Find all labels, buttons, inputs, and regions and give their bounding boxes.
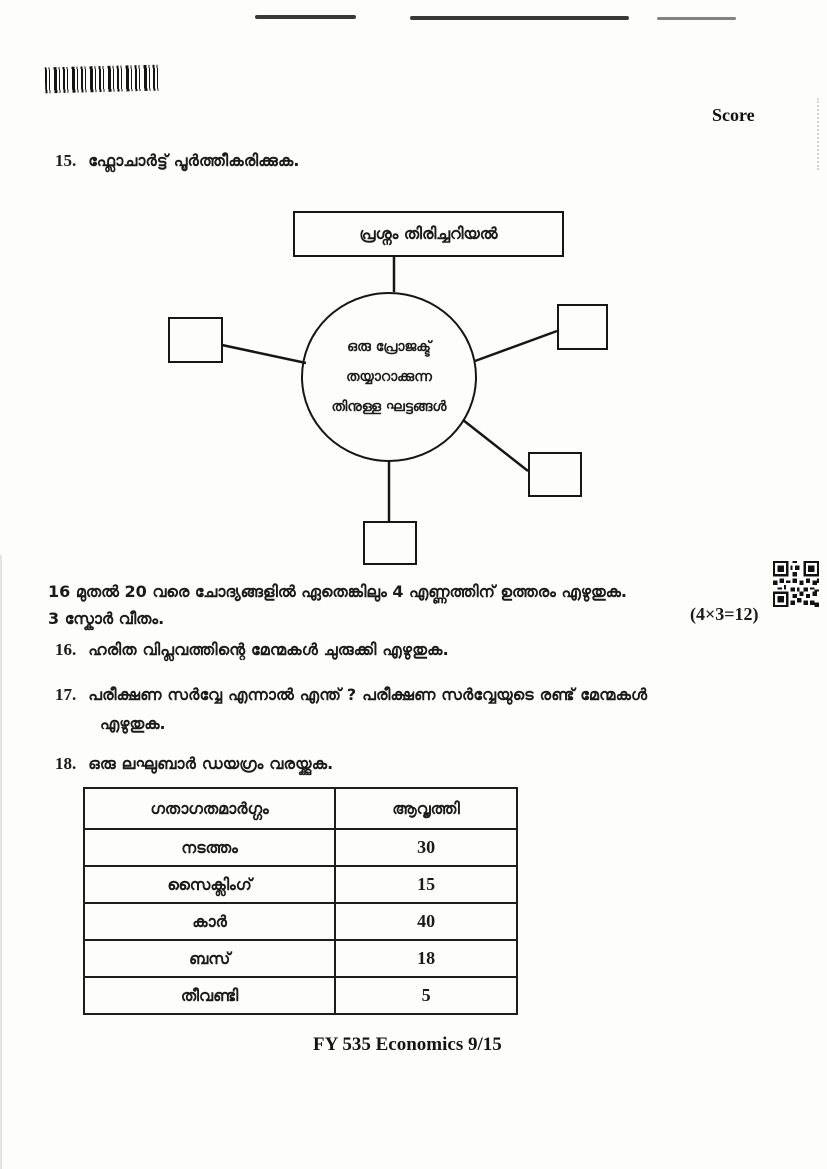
flowchart-title-box: പ്രശ്നം തിരിച്ചറിയൽ [293, 211, 564, 257]
question-16-number: 16. [55, 640, 77, 659]
barcode-image [45, 65, 162, 94]
table-row [84, 829, 517, 866]
table-row [84, 866, 517, 903]
table-cell-category: കാർ [84, 903, 335, 940]
section-instruction-line2: 3 സ്കോർ വീതം. [48, 609, 165, 628]
flowchart-center-line3: തിനുള്ള ഘട്ടങ്ങൾ [331, 399, 447, 415]
scan-artifact-line [255, 15, 356, 19]
flowchart-empty-box-right [557, 304, 608, 350]
question-16 [55, 640, 449, 660]
table-cell-value: 40 [335, 903, 517, 940]
flowchart-center-circle [301, 292, 477, 462]
scan-artifact-line [410, 16, 629, 20]
flowchart-center-line2: തയ്യാറാക്കുന്ന [346, 369, 432, 385]
question-15 [55, 151, 300, 171]
question-18 [55, 754, 333, 774]
table-cell-value: 30 [335, 829, 517, 866]
table-row [84, 977, 517, 1014]
question-18-number: 18. [55, 754, 77, 773]
qr-code-image [770, 561, 822, 607]
table-cell-category: നടത്തം [84, 829, 335, 866]
table-cell-category: സൈക്ലിംഗ് [84, 866, 335, 903]
flowchart-empty-box-bottom-right [528, 452, 582, 497]
marks-scheme: (4×3=12) [690, 604, 759, 624]
flowchart-center-line1: ഒരു പ്രോജക്ട് [347, 339, 431, 355]
table-header-frequency: ആവൃത്തി [335, 788, 517, 829]
table-cell-value: 18 [335, 940, 517, 977]
scan-artifact-line [657, 17, 736, 20]
question-17-text-line1: പരീക്ഷണ സർവ്വേ എന്നാൽ എന്ത് ? പരീക്ഷണ സർവ്വേയുടെ രണ്ട് മേന്മകൾ [88, 685, 648, 704]
flowchart-empty-box-left [168, 317, 223, 363]
section-instruction-line1: 16 മുതൽ 20 വരെ ചോദ്യങ്ങളിൽ ഏതെങ്കിലും 4 എണ്ണത്തിന് ഉത്തരം എഴുതുക. [48, 582, 628, 601]
question-17-text-line2: എഴുതുക. [100, 714, 166, 733]
scan-edge-artifact [817, 98, 819, 170]
table-cell-category: ബസ് [84, 940, 335, 977]
table-header-transport-mode: ഗതാഗതമാർഗ്ഗം [84, 788, 335, 829]
page-footer: FY 535 Economics 9/15 [313, 1034, 502, 1055]
question-15-text: ഫ്ലോചാർട്ട് പൂർത്തീകരിക്കുക. [88, 151, 300, 170]
scan-edge-artifact [0, 555, 2, 1169]
question-16-text: ഹരിത വിപ്ലവത്തിന്റെ മേന്മകൾ ചുരുക്കി എഴുതുക. [88, 640, 449, 659]
question-15-number: 15. [55, 151, 77, 170]
question-18-text: ഒരു ലഘുബാർ ഡയഗ്രം വരയ്ക്കുക. [88, 754, 334, 773]
question-17-number: 17. [55, 685, 77, 704]
table-cell-value: 5 [335, 977, 517, 1014]
table-cell-value: 15 [335, 866, 517, 903]
table-cell-category: തീവണ്ടി [84, 977, 335, 1014]
frequency-table [83, 787, 518, 1015]
flowchart-empty-box-bottom [363, 521, 417, 565]
table-row [84, 940, 517, 977]
table-header-row [84, 788, 517, 829]
question-17 [55, 685, 675, 705]
table-row [84, 903, 517, 940]
score-label: Score [712, 105, 755, 125]
